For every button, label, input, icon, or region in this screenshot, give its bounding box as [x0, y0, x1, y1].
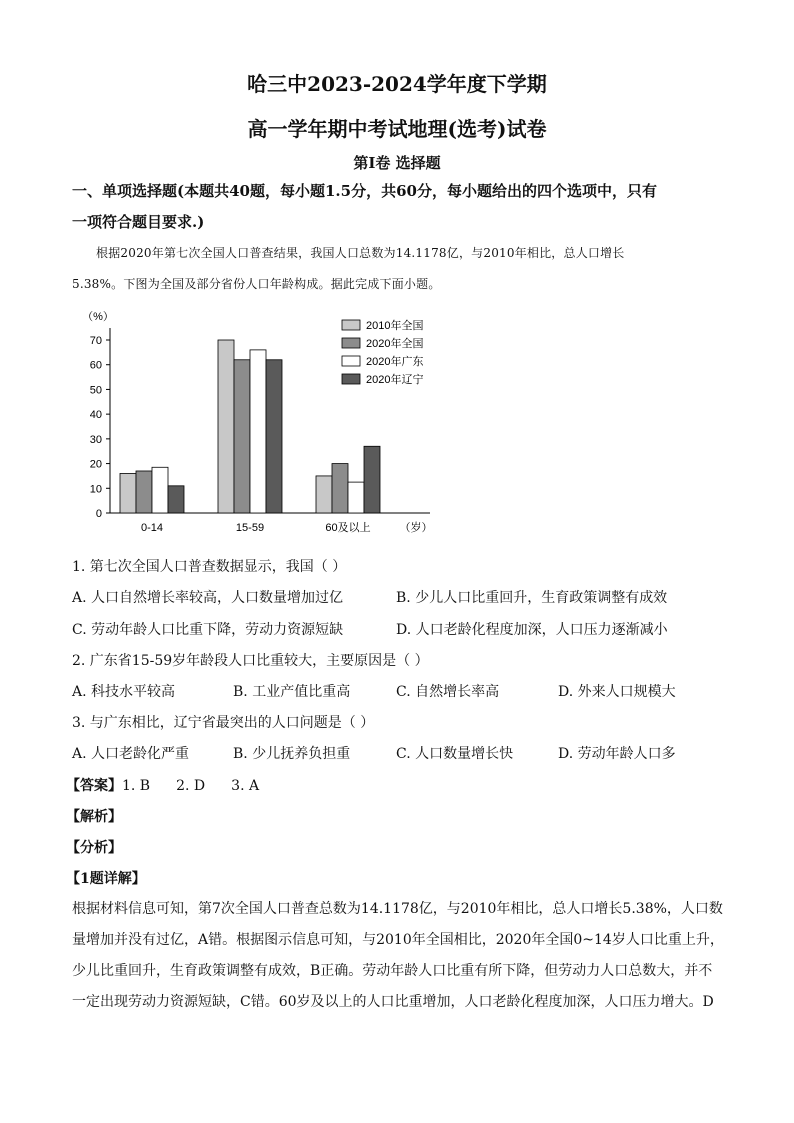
question-1-option-a: A. 人口自然增长率较高，人口数量增加过亿	[72, 590, 344, 606]
bar-60及以上-2010年全国	[316, 476, 332, 513]
question-2-option-c: C. 自然增长率高	[396, 684, 500, 700]
age-structure-bar-chart	[72, 298, 442, 543]
part-title: 第Ⅰ卷 选择题	[353, 154, 441, 172]
section-heading-line2: 一项符合题目要求.)	[72, 213, 205, 231]
y-tick-label: 50	[89, 384, 102, 397]
intro-line2: 5.38%。下图为全国及部分省份人口年龄构成。据此完成下面小题。	[72, 277, 441, 291]
question-3-option-b: B. 少儿抚养负担重	[233, 746, 351, 762]
bar-60及以上-2020年辽宁	[364, 446, 380, 513]
question-2-option-b: B. 工业产值比重高	[233, 684, 351, 700]
legend-label: 2020年全国	[366, 338, 424, 350]
x-category-label: 0-14	[140, 522, 164, 534]
overview-label: 【分析】	[66, 840, 122, 856]
question-1-stem: 1. 第七次全国人口普查数据显示，我国（ ）	[72, 559, 347, 575]
question-2-option-a: A. 科技水平较高	[72, 684, 176, 700]
answer-label: 【答案】	[66, 778, 122, 794]
answer-1: 1. B	[122, 778, 151, 794]
legend-label: 2020年辽宁	[366, 374, 424, 386]
question-2-stem: 2. 广东省15-59岁年龄段人口比重较大，主要原因是（ ）	[72, 653, 429, 669]
legend-swatch	[342, 374, 360, 384]
analysis-label: 【解析】	[66, 809, 122, 825]
chart-bars	[120, 340, 380, 513]
question-1-option-b: B. 少儿人口比重回升，生育政策调整有成效	[396, 590, 668, 606]
question-3-option-c: C. 人口数量增长快	[396, 746, 514, 762]
legend-swatch	[342, 338, 360, 348]
bar-15-59-2020年广东	[250, 350, 266, 513]
y-tick-label: 70	[89, 335, 102, 347]
bar-0-14-2010年全国	[120, 473, 136, 513]
y-tick-label: 10	[89, 483, 102, 496]
y-tick-label: 0	[95, 508, 102, 520]
bar-15-59-2020年辽宁	[266, 360, 282, 513]
x-category-label: 15-59	[235, 522, 265, 534]
explanation-line-4: 一定出现劳动力资源短缺，C错。60岁及以上的人口比重增加，人口老龄化程度加深，人口压力增大。D	[72, 994, 714, 1010]
question-3-option-d: D. 劳动年龄人口多	[558, 746, 676, 762]
bar-0-14-2020年全国	[136, 471, 152, 513]
question-1-option-d: D. 人口老龄化程度加深，人口压力逐渐减小	[396, 622, 668, 638]
y-tick-label: 60	[89, 359, 102, 372]
explanation-line-3: 少儿比重回升，生育政策调整有成效，B正确。劳动年龄人口比重有所下降，但劳动力人口总数大，并不	[72, 963, 713, 979]
x-category-label: 60及以上	[325, 522, 371, 534]
answer-3: 3. A	[231, 778, 260, 794]
bar-15-59-2020年全国	[234, 360, 250, 513]
bar-0-14-2020年辽宁	[168, 486, 184, 513]
bar-60及以上-2020年全国	[332, 464, 348, 513]
exam-title: 哈三中2023-2024学年度下学期	[247, 72, 547, 96]
question-2-option-d: D. 外来人口规模大	[558, 684, 676, 700]
chart-legend	[342, 318, 423, 386]
question-3-option-a: A. 人口老龄化严重	[72, 746, 190, 762]
question-1-option-c: C. 劳动年龄人口比重下降，劳动力资源短缺	[72, 622, 344, 638]
exam-subtitle: 高一学年期中考试地理(选考)试卷	[247, 117, 547, 141]
legend-label: 2010年全国	[366, 320, 424, 332]
bar-0-14-2020年广东	[152, 467, 168, 513]
y-axis-label: （%）	[82, 311, 114, 323]
legend-swatch	[342, 320, 360, 330]
question-3-stem: 3. 与广东相比，辽宁省最突出的人口问题是（ ）	[72, 715, 375, 731]
bar-15-59-2010年全国	[218, 340, 234, 513]
intro-line1: 根据2020年第七次全国人口普查结果，我国人口总数为14.1178亿，与2010年相比，总人口增长	[96, 246, 625, 260]
legend-swatch	[342, 356, 360, 366]
legend-label: 2020年广东	[366, 356, 424, 368]
answer-row	[66, 775, 259, 795]
y-tick-label: 40	[89, 409, 102, 422]
detail-heading: 【1题详解】	[66, 871, 146, 887]
explanation-line-1: 根据材料信息可知，第7次全国人口普查总数为14.1178亿，与2010年相比，总人口增长5.38%，人口数	[72, 901, 723, 917]
explanation-line-2: 量增加并没有过亿，A错。根据图示信息可知，与2010年全国相比，2020年全国0~14岁人口比重上升，	[72, 932, 724, 948]
x-axis-unit-label: （岁）	[399, 522, 433, 534]
y-tick-label: 20	[89, 458, 102, 471]
section-heading-line1: 一、单项选择题(本题共40题，每小题1.5分，共60分，每小题给出的四个选项中，只有	[72, 182, 657, 200]
answer-2: 2. D	[176, 778, 206, 794]
y-tick-label: 30	[89, 433, 102, 446]
bar-60及以上-2020年广东	[348, 482, 364, 513]
